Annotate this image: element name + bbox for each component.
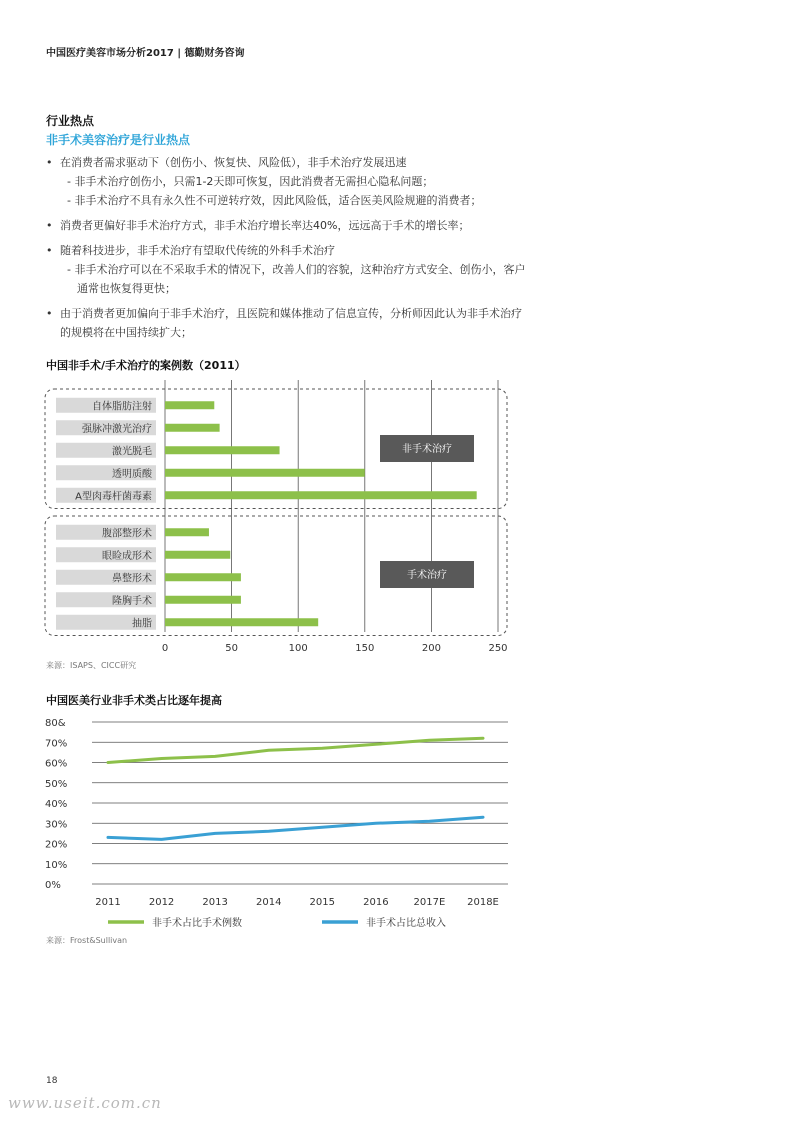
x-tick-label: 2015 <box>309 897 336 908</box>
bar-chart-source: 来源：ISAPS、CICC研究 <box>46 661 137 670</box>
bar <box>165 469 365 477</box>
bar <box>165 618 318 626</box>
y-tick-label: 70% <box>45 738 68 750</box>
x-tick-label: 100 <box>288 643 308 654</box>
x-tick-label: 0 <box>161 643 169 654</box>
bar <box>165 491 477 499</box>
bullet-item <box>46 241 526 298</box>
y-tick-label: 0% <box>45 880 61 891</box>
x-tick-label: 200 <box>421 643 441 654</box>
series-line <box>108 817 483 839</box>
bullet-text: • 消费者更偏好非手术治疗方式，非手术治疗增长率达40%，远远高于手术的增长率； <box>60 219 470 232</box>
category-label: 腹部整形术 <box>102 528 152 540</box>
bar-chart <box>40 380 520 660</box>
legend-label: 非手术占比总收入 <box>366 918 446 929</box>
watermark: www.useit.com.cn <box>8 1094 162 1112</box>
x-tick-label: 2013 <box>202 897 228 908</box>
section-title: 行业热点 <box>46 114 95 128</box>
x-tick-label: 2014 <box>255 897 282 908</box>
x-tick-label: 50 <box>225 643 238 654</box>
bar <box>165 446 280 454</box>
category-label: 强脉冲激光治疗 <box>82 423 152 435</box>
group-name: 手术治疗 <box>407 570 447 581</box>
line-chart-title: 中国医美行业非手术类占比逐年提高 <box>46 694 222 707</box>
category-label: 眼睑成形术 <box>102 550 152 562</box>
x-tick-label: 250 <box>488 643 508 654</box>
bar <box>165 528 209 536</box>
x-tick-label: 150 <box>355 643 375 654</box>
group-name: 非手术治疗 <box>402 444 452 455</box>
y-tick-label: 10% <box>45 859 68 871</box>
y-tick-label: 20% <box>45 839 68 851</box>
category-label: 透明质酸 <box>112 468 152 480</box>
bullet-sub-item: - 非手术治疗不具有永久性不可逆转疗效，因此风险低，适合医美风险规避的消费者； <box>67 194 482 207</box>
bullet-sub-item: - 非手术治疗可以在不采取手术的情况下，改善人们的容貌，这种治疗方式安全、创伤小，客户通常也恢复得更快； <box>67 263 526 295</box>
bar <box>165 424 220 432</box>
bar <box>165 401 214 409</box>
line-chart <box>40 710 520 934</box>
bar-chart-title: 中国非手术/手术治疗的案例数（2011） <box>46 359 246 372</box>
header-title: 中国医疗美容市场分析2017 | 德勤财务咨询 <box>46 48 245 59</box>
series-line <box>108 738 483 762</box>
x-tick-label: 2017E <box>413 897 446 908</box>
category-label: A型肉毒杆菌毒素 <box>75 491 152 503</box>
page-number: 18 <box>46 1076 58 1086</box>
x-tick-label: 2018E <box>467 897 499 908</box>
bullet-text: • 在消费者需求驱动下（创伤小、恢复快、风险低），非手术治疗发展迅速 <box>60 156 407 169</box>
category-label: 抽脂 <box>132 618 152 630</box>
bullet-sub-item: - 非手术治疗创伤小，只需1-2天即可恢复，因此消费者无需担心隐私问题； <box>67 175 434 188</box>
bar <box>165 551 230 559</box>
bar <box>165 596 241 604</box>
x-tick-label: 2011 <box>95 897 121 908</box>
y-tick-label: 80& <box>45 718 66 729</box>
y-tick-label: 50% <box>45 778 68 790</box>
bullet-item <box>46 153 526 210</box>
bullet-text: • 随着科技进步，非手术治疗有望取代传统的外科手术治疗 <box>60 244 335 257</box>
x-tick-label: 2016 <box>363 897 389 908</box>
legend-label: 非手术占比手术例数 <box>152 918 242 929</box>
y-tick-label: 30% <box>45 819 68 831</box>
y-tick-label: 60% <box>45 758 68 770</box>
line-chart-source: 来源：Frost&Sullivan <box>46 936 128 945</box>
bullet-item <box>46 304 526 342</box>
category-label: 鼻整形术 <box>112 573 152 585</box>
bullet-text: • 由于消费者更加偏向于非手术治疗，且医院和媒体推动了信息宣传，分析师因此认为非手术治疗的规模将在中国持续扩大； <box>60 307 522 339</box>
category-label: 激光脱毛 <box>112 446 152 458</box>
x-tick-label: 2012 <box>148 897 175 908</box>
category-label: 隆胸手术 <box>112 595 152 607</box>
bar <box>165 573 241 581</box>
section-subtitle: 非手术美容治疗是行业热点 <box>46 133 191 147</box>
bullet-list <box>46 153 526 348</box>
bullet-item <box>46 216 526 235</box>
y-tick-label: 40% <box>45 799 68 810</box>
category-label: 自体脂肪注射 <box>92 401 152 413</box>
